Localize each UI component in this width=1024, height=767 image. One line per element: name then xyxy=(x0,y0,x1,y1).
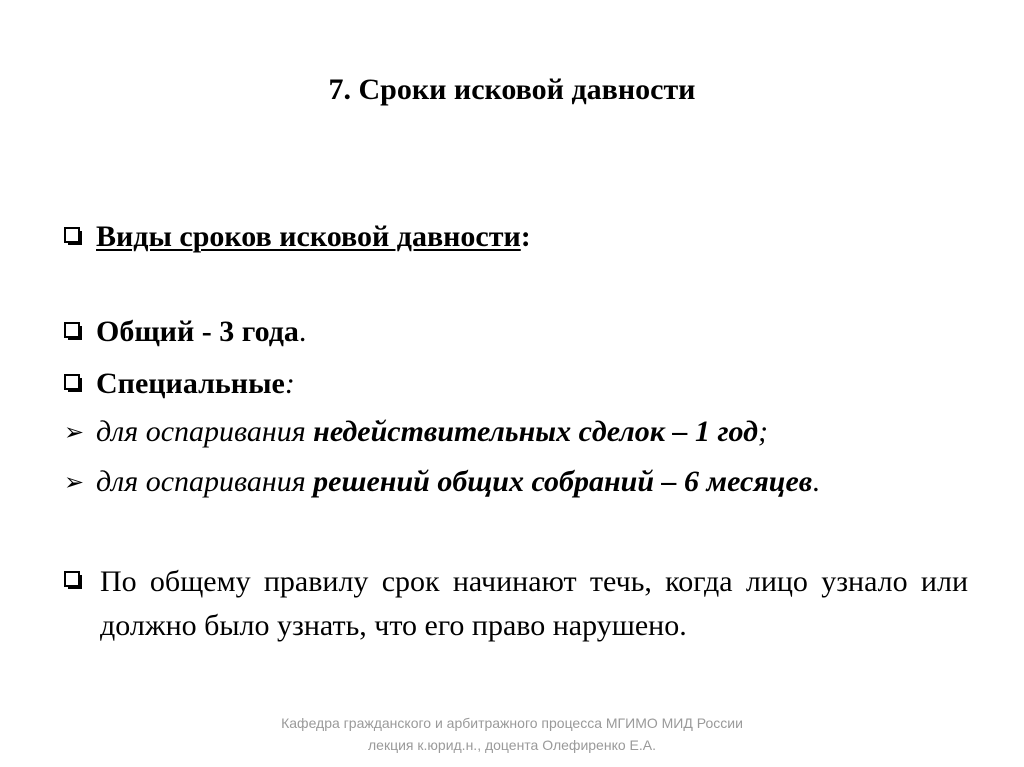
types-heading-colon: : xyxy=(520,220,531,253)
general-term-item xyxy=(64,312,306,352)
types-heading: Виды сроков исковой давности xyxy=(96,220,521,253)
sub-item-1-emphasis: недействительных сделок – 1 год xyxy=(313,415,759,448)
arrow-bullet-icon: ➢ xyxy=(64,468,85,496)
general-rule-text: По общему правилу срок начинают течь, когда лицо узнало или должно было узнать, что его право нарушено. xyxy=(100,565,968,642)
special-terms-label: Специальные xyxy=(96,367,285,400)
sub-item-meeting-decisions xyxy=(64,462,820,502)
general-term-dot: . xyxy=(298,315,307,348)
sub-item-2-emphasis: решений общих собраний – 6 месяцев xyxy=(313,465,813,498)
special-terms-item xyxy=(64,364,295,404)
general-term-label: Общий - 3 года xyxy=(96,315,299,348)
sub-item-2-end: . xyxy=(812,465,820,498)
footer-line-2: лекция к.юрид.н., доцента Олефиренко Е.А. xyxy=(368,737,656,753)
sub-item-1-end: ; xyxy=(758,415,769,448)
sub-item-1-prefix: для оспаривания xyxy=(96,415,314,448)
footer-line-1: Кафедра гражданского и арбитражного процесса МГИМО МИД России xyxy=(281,715,743,731)
types-heading-item xyxy=(64,217,531,257)
checkbox-square-icon xyxy=(64,374,84,394)
checkbox-square-icon xyxy=(64,227,84,247)
slide-title: 7. Сроки исковой давности xyxy=(328,73,696,106)
sub-item-invalid-deals xyxy=(64,412,768,452)
sub-item-2-prefix: для оспаривания xyxy=(96,465,314,498)
general-rule-item xyxy=(64,560,968,648)
checkbox-square-icon xyxy=(64,322,84,342)
special-terms-colon: : xyxy=(284,367,295,400)
footer xyxy=(0,712,1024,756)
arrow-bullet-icon: ➢ xyxy=(64,418,85,446)
checkbox-square-icon xyxy=(64,571,84,591)
